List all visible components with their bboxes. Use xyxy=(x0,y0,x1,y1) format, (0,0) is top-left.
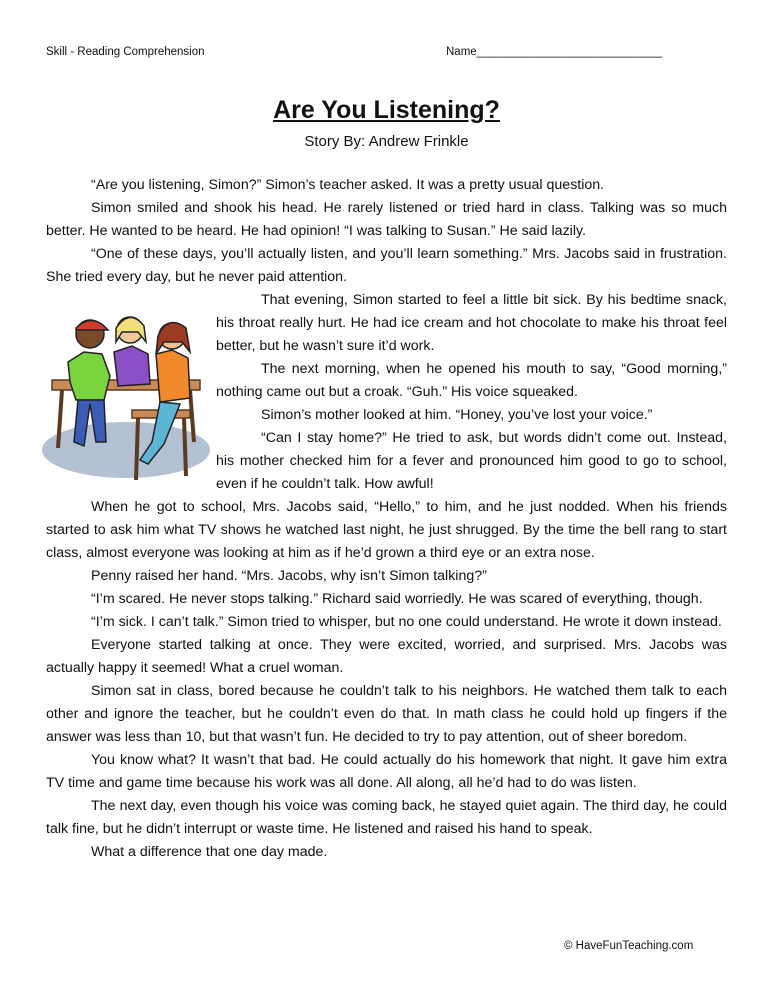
skill-label: Skill - Reading Comprehension xyxy=(46,46,205,58)
paragraph: Simon’s mother looked at him. “Honey, you’ve lost your voice.” xyxy=(261,407,653,423)
paragraph: What a difference that one day made. xyxy=(91,844,328,860)
paragraph: “One of these days, you’ll actually listen, and you’ll learn something.” Mrs. Jacobs said in frustration. She tried every day, but he never paid attention. xyxy=(46,246,727,285)
paragraph: That evening, Simon started to feel a little bit sick. By his bedtime snack, his throat really hurt. He had ice cream and hot chocolate to make his throat feel better, but he wasn’t sure it’d work. xyxy=(216,292,727,354)
story-byline: Story By: Andrew Frinkle xyxy=(304,133,469,150)
story-title: Are You Listening? xyxy=(273,96,500,124)
paragraph: “I’m sick. I can’t talk.” Simon tried to whisper, but no one could understand. He wrote it down instead. xyxy=(91,614,722,630)
paragraph: “I’m scared. He never stops talking.” Richard said worriedly. He was scared of everything, though. xyxy=(91,591,703,607)
paragraph: The next morning, when he opened his mouth to say, “Good morning,” nothing came out but a croak. “Guh.” His voice squeaked. xyxy=(216,361,727,400)
name-line: Name_____________________________ xyxy=(446,46,663,58)
paragraph: You know what? It wasn’t that bad. He could actually do his homework that night. It gave him extra TV time and game time because his work was all done. All along, all he’d had to do was listen. xyxy=(46,752,727,791)
paragraph: Penny raised her hand. “Mrs. Jacobs, why isn’t Simon talking?” xyxy=(91,568,487,584)
paragraph: Simon sat in class, bored because he couldn’t talk to his neighbors. He watched them talk to each other and ignore the teacher, but he couldn’t even do that. In math class he could hold up fingers if the answer was less than 10, but that wasn’t fun. He decided to try to pay attention, out of sheer boredom. xyxy=(46,683,727,745)
paragraph: The next day, even though his voice was coming back, he stayed quiet again. The third day, he could talk fine, but he didn’t interrupt or waste time. He listened and raised his hand to speak. xyxy=(46,798,727,837)
story-body xyxy=(46,174,727,864)
paragraph: Everyone started talking at once. They were excited, worried, and surprised. Mrs. Jacobs was actually happy it seemed! What a cruel woman. xyxy=(46,637,727,676)
copyright-footer: © HaveFunTeaching.com xyxy=(564,940,694,952)
paragraph: Simon smiled and shook his head. He rarely listened or tried hard in class. Talking was so much better. He wanted to be heard. He had opinion! “I was talking to Susan.” He said lazily. xyxy=(46,200,727,239)
paragraph: “Are you listening, Simon?” Simon’s teacher asked. It was a pretty usual question. xyxy=(91,177,605,193)
paragraph: When he got to school, Mrs. Jacobs said, “Hello,” to him, and he just nodded. When his friends started to ask him what TV shows he watched last night, he just shrugged. By the time the bell rang to start class, almost everyone was looking at him as if he’d grown a third eye or an extra nose. xyxy=(46,499,727,561)
paragraph: “Can I stay home?” He tried to ask, but words didn’t come out. Instead, his mother checked him for a fever and pronounced him good to go to school, even if he couldn’t talk. How awful! xyxy=(216,430,727,492)
page-header xyxy=(46,46,727,62)
students-illustration xyxy=(40,292,212,488)
